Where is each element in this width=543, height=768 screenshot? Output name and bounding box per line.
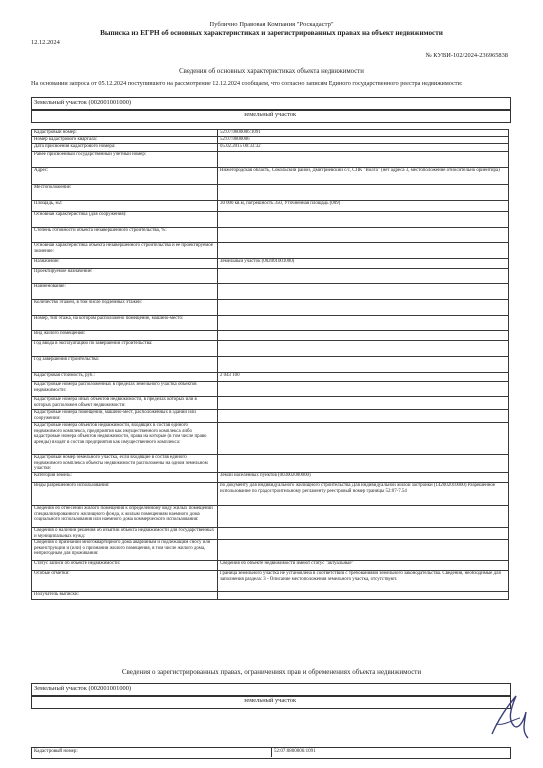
row-label: Площадь, м2:: [32, 201, 218, 212]
object-caption: Земельный участок (002001001000): [34, 99, 132, 106]
table-row: [32, 455, 509, 473]
row-value: [218, 152, 509, 168]
row-value: 52:07:0800006: [218, 137, 509, 144]
row-value: [218, 185, 509, 201]
row-value: [218, 300, 509, 316]
row-value: Сведения об объекте недвижимости имеют статус "актуальные": [218, 561, 509, 571]
table-row: [32, 571, 509, 592]
table-row: [32, 540, 509, 561]
rights-cadastral-divider: [271, 747, 272, 757]
rights-object-caption: Земельный участок (002001001000): [34, 685, 132, 692]
row-value: [218, 316, 509, 331]
row-label: Основная характеристика объекта незавершенного строительства и ее проектируемое значение:: [32, 243, 218, 259]
row-label: Адрес:: [32, 168, 218, 185]
signature-icon: [486, 690, 532, 744]
table-row: [32, 300, 509, 316]
table-row: [32, 423, 509, 455]
table-row: [32, 341, 509, 357]
row-label: Наименование:: [32, 284, 218, 300]
row-value: [218, 243, 509, 259]
row-value: Нижегородская область, Сокольский район, Дмитриевский с/с, СПК "Волга" (нет адреса 3, местоположение относительно ориентира): [218, 168, 509, 185]
table-row: [32, 506, 509, 528]
row-value: [218, 269, 509, 284]
table-row: [32, 373, 509, 382]
table-row: [32, 561, 509, 571]
row-label: Сведения о наличии решения об изъятии объекта недвижимости для государственных и муниципальных нужд:: [32, 528, 218, 540]
table-row: [32, 357, 509, 373]
rights-cadastral-value: 52:07:0800006:1091: [274, 749, 316, 754]
row-label: Год ввода в эксплуатацию по завершении строительства:: [32, 341, 218, 357]
row-label: Особые отметки:: [32, 571, 218, 592]
issuer-name: Публично Правовая Компания "Роскадастр": [209, 21, 334, 28]
table-row: [32, 130, 509, 137]
row-value: [218, 228, 509, 243]
table-row: [32, 331, 509, 341]
row-label: Сведения об отнесении жилого помещения к определенному виду жилых помещений специализированного жилищного фонда, к жилым помещениям наемного дома социального использования или наемного дома коммерческого использования:: [32, 506, 218, 528]
table-row: [32, 137, 509, 144]
row-label: Количество этажей, в том числе подземных этажей:: [32, 300, 218, 316]
characteristics-table: [31, 129, 509, 600]
row-label: Кадастровый номер:: [32, 130, 218, 137]
row-label: Вид жилого помещения:: [32, 331, 218, 341]
row-label: Дата присвоения кадастрового номера:: [32, 144, 218, 152]
table-row: [32, 144, 509, 152]
row-value: Граница земельного участка не установлена в соответствии с требованиями земельного законодательства. Сведения, необходимые для заполнения раздела: 3 - Описание местоположения земельного участка, отсутствуют.: [218, 571, 509, 592]
row-value: [218, 455, 509, 473]
row-value: 2 043 100: [218, 373, 509, 382]
row-value: 52:07:0800006:1091: [218, 130, 509, 137]
row-label: Сведения о признании многоквартирного дома аварийным и подлежащим сносу или реконструкции и (или) о признании жилого помещения, в том числе жилого дома, непригодным для проживания:: [32, 540, 218, 561]
table-row: [32, 259, 509, 269]
row-label: Категория земель:: [32, 473, 218, 483]
row-label: Кадастровая стоимость, руб.:: [32, 373, 218, 382]
row-label: Год завершения строительства:: [32, 357, 218, 373]
row-label: Степень готовности объекта незавершенного строительства, %:: [32, 228, 218, 243]
row-label: Местоположение:: [32, 185, 218, 201]
row-value: [218, 284, 509, 300]
table-row: [32, 483, 509, 506]
row-label: Номер кадастрового квартала:: [32, 137, 218, 144]
rights-cadastral-label: Кадастровый номер:: [34, 749, 78, 754]
row-label: Основная характеристика (для сооружения):: [32, 212, 218, 228]
row-value: [218, 331, 509, 341]
table-row: [32, 528, 509, 540]
document-date: 12.12.2024: [31, 39, 60, 46]
table-row: [32, 284, 509, 300]
request-basis-text: На основании запроса от 05.12.2024 поступившего на рассмотрение 12.12.2024 сообщаем, что согласно записям Единого государственного реестра недвижимости:: [31, 80, 463, 87]
row-value: [218, 212, 509, 228]
table-row: [32, 410, 509, 423]
rights-object-kind: земельный участок: [243, 697, 297, 704]
table-row: [32, 201, 509, 212]
row-value: Земельный участок (002001001000): [218, 259, 509, 269]
row-value: [218, 341, 509, 357]
object-kind: земельный участок: [243, 111, 297, 118]
row-value: [218, 397, 509, 410]
row-value: [218, 528, 509, 540]
row-value: [218, 506, 509, 528]
table-row: [32, 397, 509, 410]
row-label: Статус записи об объекте недвижимости:: [32, 561, 218, 571]
table-row: [32, 212, 509, 228]
row-value: [218, 540, 509, 561]
row-value: [218, 382, 509, 397]
row-value: 05.02.2015 00:33:32: [218, 144, 509, 152]
row-label: Кадастровые номера объектов недвижимости, входящих в состав единого недвижимого комплекса, предприятия как имущественного комплекса либо кадастровые номера объектов недвижимости, права на которые (в том числе право аренды) входят в состав предприятия как имущественного комплекса:: [32, 423, 218, 455]
table-row: [32, 228, 509, 243]
row-value: [218, 410, 509, 423]
row-label: Кадастровые номера помещений, машино-мест, расположенных в здании или сооружении:: [32, 410, 218, 423]
row-label: Назначение:: [32, 259, 218, 269]
table-row: [32, 185, 509, 201]
section-1-title: Сведения об основных характеристиках объекта недвижимости: [179, 68, 364, 75]
table-row: [32, 316, 509, 331]
table-row: [32, 473, 509, 483]
row-value: [218, 592, 509, 600]
row-label: Проектируемое назначение:: [32, 269, 218, 284]
row-label: Номер, тип этажа, на котором расположено помещение, машино-место:: [32, 316, 218, 331]
row-value: [218, 357, 509, 373]
row-label: Кадастровые номера расположенных в пределах земельного участка объектов недвижимости:: [32, 382, 218, 397]
row-label: Виды разрешенного использования:: [32, 483, 218, 506]
table-row: [32, 382, 509, 397]
table-row: [32, 243, 509, 259]
section-2-title: Сведения о зарегистрированных правах, ограничениях прав и обременениях объекта недвижимости: [121, 668, 422, 676]
row-value: по документу для индивидуального жилищного строительства Для индивидуальной жилой застройки (142002010000) Разрешенное использование по градостроительному регламенту реестровый номер границы 52:07-7.54: [218, 483, 509, 506]
row-value: 30 000 кв.м, погрешность 350, Уточненная площадь (009): [218, 201, 509, 212]
document-title: Выписка из ЕГРН об основных характеристиках и зарегистрированных правах на объект недвижимости: [100, 29, 443, 37]
row-label: Получатель выписки:: [32, 592, 218, 600]
row-value: [218, 423, 509, 455]
table-row: [32, 168, 509, 185]
table-row: [32, 152, 509, 168]
row-label: Кадастровый номер земельного участка, если входящие в состав единого недвижимого комплекса объекты недвижимости расположены на одном земельном участке:: [32, 455, 218, 473]
document-number: № КУВИ-102/2024-236965838: [425, 52, 508, 59]
row-label: Кадастровые номера иных объектов недвижимости, в пределах которых или в которых расположен объект недвижимости:: [32, 397, 218, 410]
row-label: Ранее присвоенный государственный учетный номер:: [32, 152, 218, 168]
row-value: Земли населенных пунктов (003002000000): [218, 473, 509, 483]
table-row: [32, 269, 509, 284]
table-row: [32, 592, 509, 600]
